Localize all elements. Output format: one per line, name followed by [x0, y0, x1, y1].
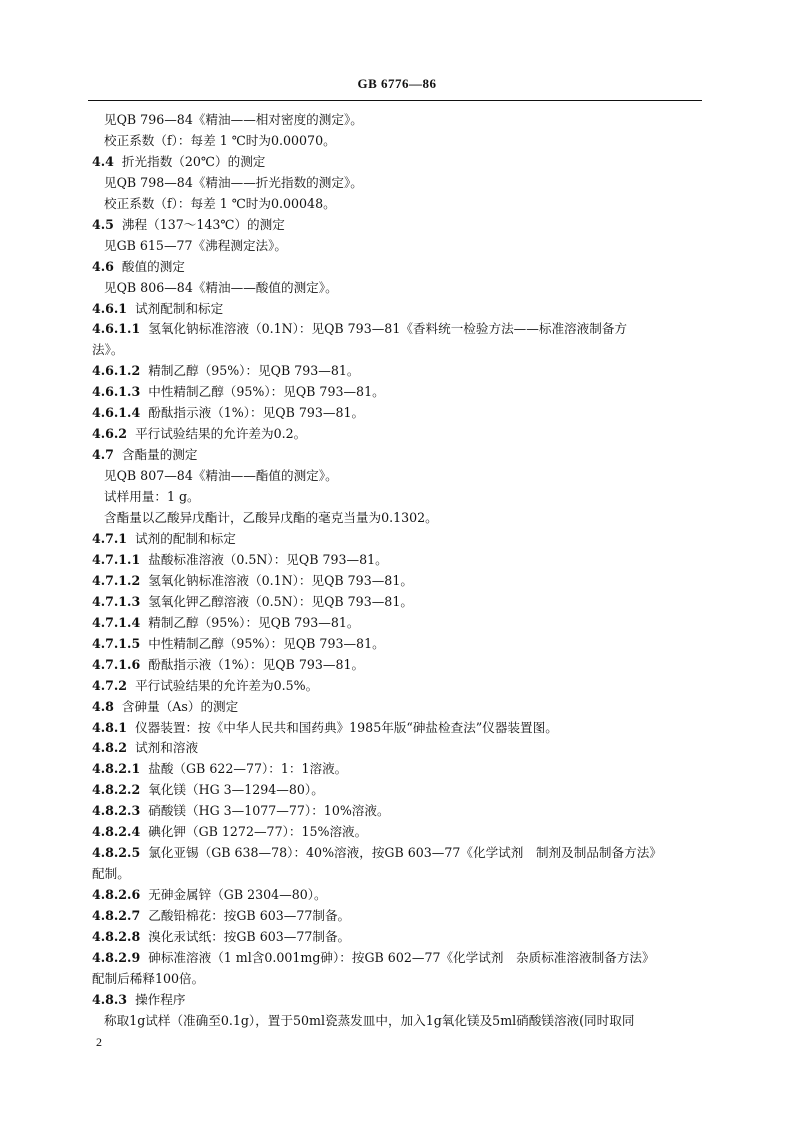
section-number: 4.7.2	[92, 678, 128, 693]
line-text: 平行试验结果的允许差为0.2。	[135, 426, 307, 441]
line-text: 沸程（137～143℃）的测定	[121, 217, 285, 232]
line-text: 碘化钾（GB 1272—77）：15%溶液。	[148, 824, 368, 839]
line-text: 中性精制乙醇（95%）：见QB 793—81。	[148, 384, 385, 399]
section-number: 4.7.1.3	[92, 594, 141, 609]
header-title: GB 6776—86	[357, 76, 437, 91]
page-number: 2	[96, 1035, 102, 1049]
section-number: 4.6.1	[92, 301, 128, 316]
section-number: 4.8.3	[92, 992, 128, 1007]
section-number: 4.8	[92, 699, 114, 714]
line-text: 酚酞指示液（1%）：见QB 793—81。	[148, 405, 365, 420]
section-number: 4.6.1.4	[92, 405, 141, 420]
section-number: 4.8.2.4	[92, 824, 141, 839]
text-line	[92, 973, 204, 986]
section-number: 4.7.1.4	[92, 615, 141, 630]
text-line	[92, 763, 347, 776]
text-line	[104, 282, 338, 295]
line-text: 操作程序	[135, 992, 186, 1007]
section-number: 4.8.2.2	[92, 782, 141, 797]
line-text: 含酯量以乙酸异戊酯计，乙酸异戊酯的毫克当量为0.1302。	[104, 510, 438, 525]
text-line	[92, 847, 662, 860]
line-text: 含砷量（As）的测定	[121, 699, 239, 714]
text-line	[92, 386, 385, 399]
section-number: 4.7.1.6	[92, 657, 141, 672]
section-number: 4.4	[92, 154, 114, 169]
line-text: 试剂的配制和标定	[135, 531, 236, 546]
text-line	[92, 868, 130, 881]
section-number: 4.7.1.5	[92, 636, 141, 651]
line-text: 精制乙醇（95%）：见QB 793—81。	[148, 363, 360, 378]
section-number: 4.8.1	[92, 720, 128, 735]
line-text: 硝酸镁（HG 3—1077—77）：10%溶液。	[148, 803, 390, 818]
section-number: 4.7.1.2	[92, 573, 141, 588]
line-text: 配制后稀释100倍。	[92, 971, 205, 986]
line-text: 见QB 807—84《精油——酯值的测定》。	[104, 468, 338, 483]
section-number: 4.6.1.3	[92, 384, 141, 399]
text-line	[92, 742, 198, 755]
text-line	[104, 177, 363, 190]
text-line	[92, 784, 324, 797]
text-line	[92, 910, 350, 923]
text-line	[92, 952, 655, 965]
line-text: 酸值的测定	[121, 259, 185, 274]
line-text: 法》。	[92, 342, 124, 357]
text-line	[92, 219, 285, 232]
line-text: 试剂和溶液	[135, 740, 199, 755]
text-line	[92, 805, 390, 818]
text-line	[92, 680, 318, 693]
text-line	[104, 470, 338, 483]
text-line	[104, 1015, 634, 1028]
line-text: 盐酸标准溶液（0.5N）：见QB 793—81。	[148, 552, 388, 567]
section-number: 4.8.2.9	[92, 950, 141, 965]
text-line	[92, 407, 364, 420]
text-line	[92, 596, 413, 609]
section-number: 4.7.1.1	[92, 552, 141, 567]
text-line	[92, 638, 385, 651]
text-line	[92, 156, 265, 169]
section-number: 4.6.1.2	[92, 363, 141, 378]
text-line	[92, 344, 123, 357]
section-number: 4.8.2.6	[92, 887, 141, 902]
text-line	[92, 701, 238, 714]
text-line	[92, 931, 350, 944]
line-text: 见QB 798—84《精油——折光指数的测定》。	[104, 175, 363, 190]
section-number: 4.6.1.1	[92, 321, 141, 336]
line-text: 氢氧化钾乙醇溶液（0.5N）：见QB 793—81。	[148, 594, 413, 609]
line-text: 溴化汞试纸：按GB 603—77制备。	[148, 929, 351, 944]
line-text: 仪器装置：按《中华人民共和国药典》1985年版“砷盐检查法”仪器装置图。	[135, 720, 558, 735]
line-text: 含酯量的测定	[121, 447, 198, 462]
line-text: 折光指数（20℃）的测定	[121, 154, 266, 169]
line-text: 校正系数（f）：每差 1 ℃时为0.00048。	[104, 196, 336, 211]
line-text: 试样用量：1 g。	[104, 489, 200, 504]
section-number: 4.6	[92, 259, 114, 274]
text-line	[92, 365, 360, 378]
text-line	[92, 659, 364, 672]
line-text: 平行试验结果的允许差为0.5%。	[135, 678, 319, 693]
section-number: 4.7	[92, 447, 114, 462]
line-text: 无砷金属锌（GB 2304—80）。	[148, 887, 327, 902]
section-number: 4.8.2.5	[92, 845, 141, 860]
line-text: 盐酸（GB 622—77）：1：1溶液。	[148, 761, 348, 776]
line-text: 砷标准溶液（1 ml含0.001mg砷）：按GB 602—77《化学试剂 杂质标准溶液制备方法》	[148, 950, 655, 965]
text-line	[104, 240, 287, 253]
text-line	[92, 994, 185, 1007]
line-text: 氧化镁（HG 3—1294—80）。	[148, 782, 324, 797]
text-line	[92, 323, 627, 336]
line-text: 称取1g试样（准确至0.1g），置于50ml瓷蒸发皿中，加入1g氧化镁及5ml硝酸镁溶液(同时取同	[104, 1013, 635, 1028]
section-number: 4.8.2.1	[92, 761, 141, 776]
line-text: 校正系数（f）：每差 1 ℃时为0.00070。	[104, 133, 336, 148]
text-line	[104, 114, 363, 127]
text-line	[92, 554, 388, 567]
text-line	[104, 135, 336, 148]
text-line	[92, 449, 197, 462]
section-number: 4.8.2	[92, 740, 128, 755]
line-text: 见QB 796—84《精油——相对密度的测定》。	[104, 112, 363, 127]
text-line	[92, 428, 306, 441]
line-text: 见QB 806—84《精油——酸值的测定》。	[104, 280, 338, 295]
line-text: 见GB 615—77《沸程测定法》。	[104, 238, 288, 253]
section-number: 4.6.2	[92, 426, 128, 441]
section-number: 4.8.2.3	[92, 803, 141, 818]
section-number: 4.5	[92, 217, 114, 232]
line-text: 乙酸铅棉花：按GB 603—77制备。	[148, 908, 351, 923]
line-text: 酚酞指示液（1%）：见QB 793—81。	[148, 657, 365, 672]
line-text: 氢氧化钠标准溶液（0.1N）：见QB 793—81。	[148, 573, 413, 588]
line-text: 中性精制乙醇（95%）：见QB 793—81。	[148, 636, 385, 651]
text-line	[92, 826, 367, 839]
text-line	[92, 722, 558, 735]
line-text: 氢氧化钠标准溶液（0.1N）：见QB 793—81《香料统一检验方法——标准溶液制备方	[148, 321, 628, 336]
line-text: 精制乙醇（95%）：见QB 793—81。	[148, 615, 360, 630]
text-line	[92, 617, 360, 630]
text-line	[104, 491, 200, 504]
text-line	[92, 533, 236, 546]
section-number: 4.8.2.8	[92, 929, 141, 944]
text-line	[104, 198, 336, 211]
text-line	[92, 261, 185, 274]
text-line	[92, 575, 413, 588]
text-line	[92, 303, 223, 316]
text-line	[92, 889, 327, 902]
text-line	[104, 512, 438, 525]
section-number: 4.7.1	[92, 531, 128, 546]
line-text: 氯化亚锡（GB 638—78）：40%溶液，按GB 603—77《化学试剂 制剂及制品制备方法》	[148, 845, 662, 860]
line-text: 试剂配制和标定	[135, 301, 224, 316]
line-text: 配制。	[92, 866, 130, 881]
section-number: 4.8.2.7	[92, 908, 141, 923]
header-rule	[88, 100, 702, 101]
